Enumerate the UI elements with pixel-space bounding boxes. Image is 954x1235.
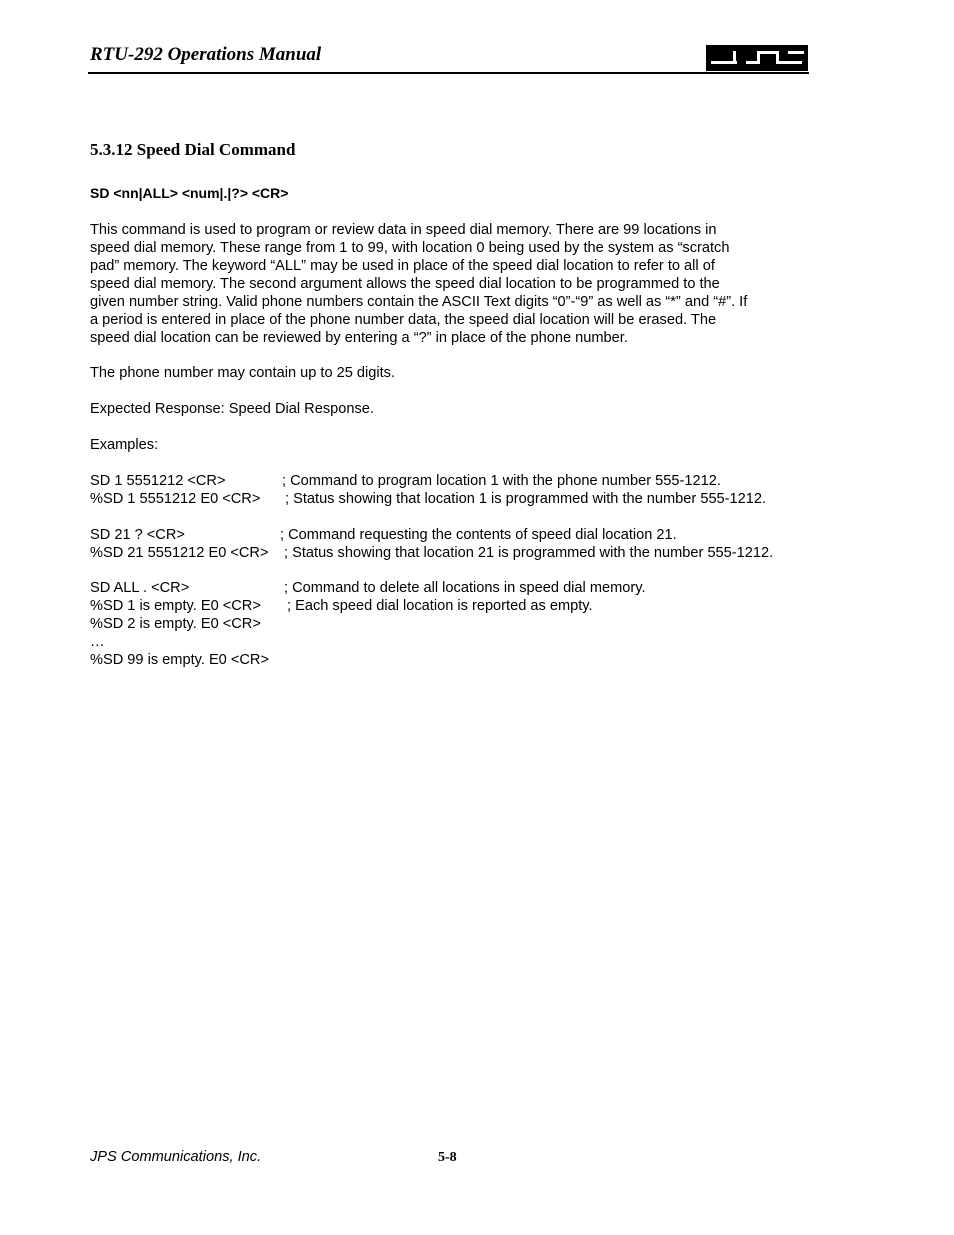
examples-label: Examples: bbox=[90, 437, 159, 453]
description-line: speed dial memory. The second argument allows the speed dial location to be programmed to the bbox=[90, 276, 720, 292]
example-comment: ; Command to delete all locations in speed dial memory. bbox=[284, 580, 646, 596]
example-comment: ; Status showing that location 1 is programmed with the number 555-1212. bbox=[285, 491, 767, 507]
footer-company: JPS Communications, Inc. bbox=[90, 1149, 262, 1165]
section-heading: 5.3.12 Speed Dial Command bbox=[90, 140, 296, 159]
description-line: pad” memory. The keyword “ALL” may be used in place of the speed dial location to refer to all of bbox=[90, 258, 715, 274]
example-ellipsis: … bbox=[90, 634, 105, 650]
example-comment: ; Each speed dial location is reported as empty. bbox=[287, 598, 593, 614]
command-syntax: SD <nn|ALL> <num|.|?> <CR> bbox=[90, 185, 289, 201]
header-title: RTU-292 Operations Manual bbox=[90, 44, 322, 65]
example-command: %SD 1 is empty. E0 <CR> bbox=[90, 598, 261, 614]
example-command: SD 21 ? <CR> bbox=[90, 527, 185, 543]
description-line: given number string. Valid phone numbers contain the ASCII Text digits “0”-“9” as well as “*” and “#”. If bbox=[90, 294, 748, 310]
description-line: speed dial memory. These range from 1 to 99, with location 0 being used by the system as “scratch bbox=[90, 240, 730, 256]
page-number: 5-8 bbox=[438, 1150, 457, 1165]
example-command: %SD 99 is empty. E0 <CR> bbox=[90, 652, 269, 668]
example-command: SD ALL . <CR> bbox=[90, 580, 190, 596]
max-digits-note: The phone number may contain up to 25 digits. bbox=[90, 365, 396, 381]
description-line: speed dial location can be reviewed by entering a “?” in place of the phone number. bbox=[90, 330, 628, 346]
example-command: %SD 21 5551212 E0 <CR> bbox=[90, 545, 269, 561]
example-command: %SD 1 5551212 E0 <CR> bbox=[90, 491, 261, 507]
example-comment: ; Command requesting the contents of speed dial location 21. bbox=[280, 527, 677, 543]
example-comment: ; Command to program location 1 with the phone number 555-1212. bbox=[282, 473, 721, 489]
jps-logo-icon bbox=[706, 45, 808, 71]
example-command: SD 1 5551212 <CR> bbox=[90, 473, 226, 489]
description-line: a period is entered in place of the phone number data, the speed dial location will be erased. The bbox=[90, 312, 717, 328]
expected-response: Expected Response: Speed Dial Response. bbox=[90, 401, 374, 417]
example-command: %SD 2 is empty. E0 <CR> bbox=[90, 616, 261, 632]
example-comment: ; Status showing that location 21 is programmed with the number 555-1212. bbox=[284, 545, 774, 561]
description-line: This command is used to program or review data in speed dial memory. There are 99 locations in bbox=[90, 222, 717, 238]
header-rule bbox=[88, 72, 809, 74]
